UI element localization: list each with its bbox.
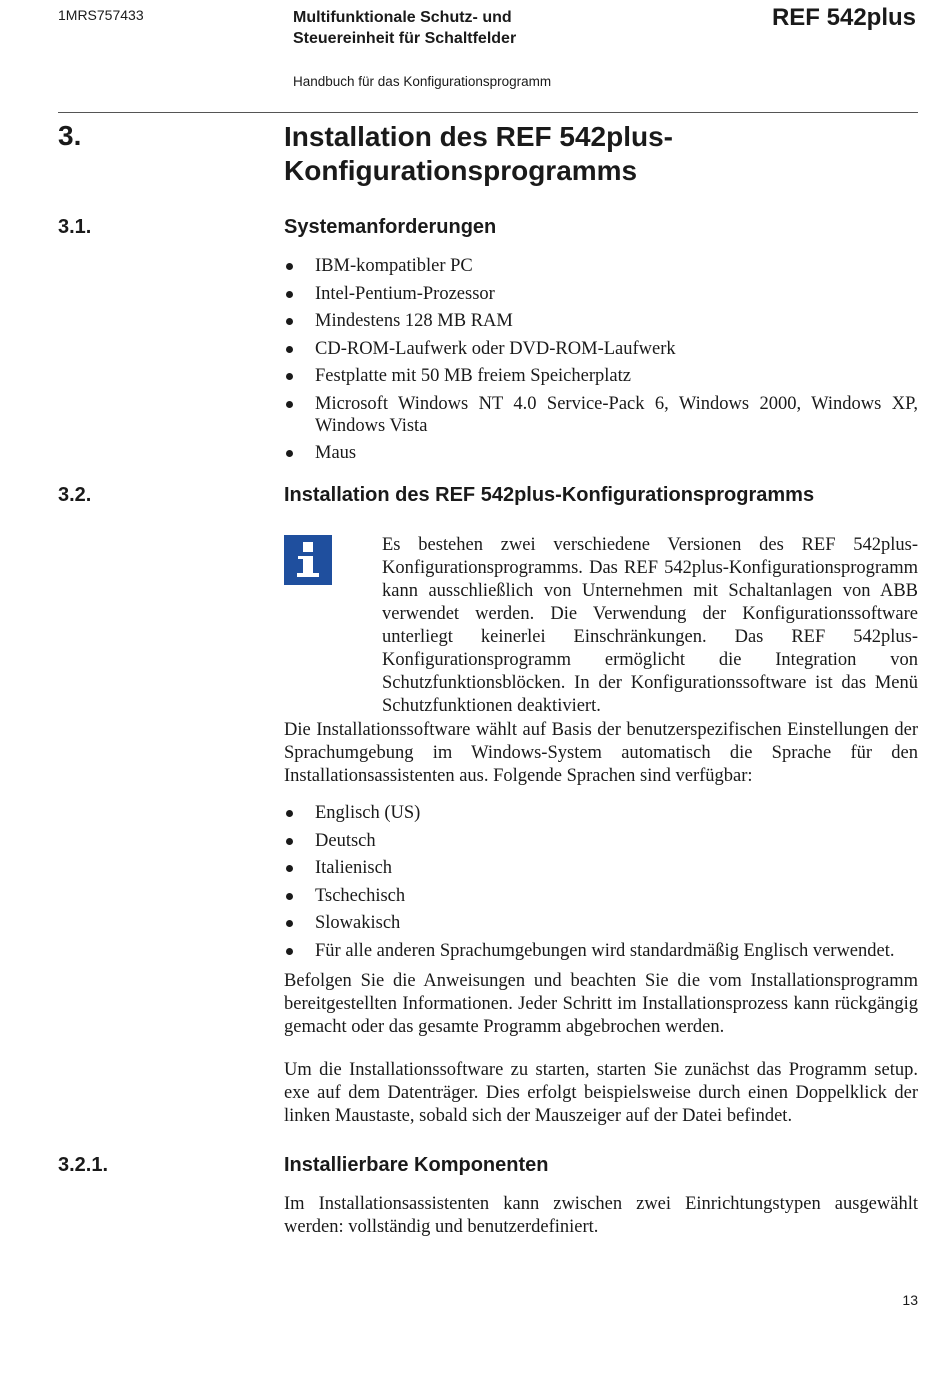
section-3-2-1-number: 3.2.1.: [58, 1154, 109, 1176]
components-paragraph: Im Installationsassistenten kann zwischen zwei Einrichtungstypen ausgewählt werden: vollständig und benutzerdefiniert.: [284, 1194, 918, 1237]
list-item: IBM-kompatibler PC: [284, 255, 918, 277]
list-item: Intel-Pentium-Prozessor: [284, 283, 918, 305]
list-item: Italienisch: [284, 857, 918, 879]
section-3-1-number: 3.1.: [58, 216, 92, 238]
list-item: CD-ROM-Laufwerk oder DVD-ROM-Laufwerk: [284, 338, 918, 360]
header-divider: [58, 112, 918, 113]
section-3-title: Installation des REF 542plus-Konfigurationsprogramms: [284, 121, 673, 186]
header-subtitle: Handbuch für das Konfigurationsprogramm: [293, 74, 552, 89]
list-item: Slowakisch: [284, 912, 918, 934]
doc-number: 1MRS757433: [58, 7, 144, 23]
language-paragraph: Die Installationssoftware wählt auf Basis der benutzerspezifischen Einstellungen der Sprachumgebung im Windows-System automatisch die Sprache für den Installationsassistenten aus. Folgende Sprachen sind verfügbar:: [284, 720, 918, 786]
list-item: Für alle anderen Sprachumgebungen wird standardmäßig Englisch verwendet.: [284, 940, 918, 962]
list-item: Maus: [284, 442, 918, 464]
section-3-2-title: Installation des REF 542plus-Konfigurationsprogramms: [284, 484, 815, 506]
list-item: Deutsch: [284, 830, 918, 852]
setup-paragraph: Um die Installationssoftware zu starten, starten Sie zunächst das Programm setup. exe auf dem Datenträger. Dies erfolgt beispielsweise durch einen Doppelklick der linken Maustaste, sobald sich der Mauszeiger auf der Datei befindet.: [284, 1060, 918, 1126]
page-number: 13: [902, 1292, 918, 1308]
section-3-2-number: 3.2.: [58, 484, 92, 506]
list-item: Festplatte mit 50 MB freiem Speicherplatz: [284, 365, 918, 387]
language-list: [284, 802, 918, 967]
product-name: REF 542plus: [771, 4, 916, 31]
system-requirements-list: [284, 255, 918, 470]
section-3-2-1-title: Installierbare Komponenten: [284, 1154, 549, 1176]
instructions-paragraph: Befolgen Sie die Anweisungen und beachten Sie die vom Installationsprogramm bereitgestellten Informationen. Jeder Schritt im Installationsprozess kann rückgängig gemacht oder das gesamte Programm abgebrochen werden.: [284, 971, 918, 1037]
section-3-number: 3.: [58, 120, 82, 151]
list-item: Tschechisch: [284, 885, 918, 907]
list-item: Microsoft Windows NT 4.0 Service-Pack 6, Windows 2000, Windows XP, Windows Vista: [284, 393, 918, 437]
info-icon: [284, 535, 332, 585]
section-3-1-title: Systemanforderungen: [284, 216, 497, 238]
list-item: Mindestens 128 MB RAM: [284, 310, 918, 332]
info-note: Es bestehen zwei verschiedene Versionen des REF 542plus-Konfigurationsprogramms. Das REF 542plus-Konfigurationsprogramm kann ausschließlich von Unternehmen mit Schaltanlagen von ABB verwendet werden. Die Verwendung der Konfigurationssoftware unterliegt keinerlei Einschränkungen. Das REF 542plus-Konfigurationsprogramm ermöglicht die Integration von Schutzfunktionsblöcken. In der Konfigurationssoftware ist das Menü Schutzfunktionen deaktiviert.: [382, 535, 918, 716]
header-title: Multifunktionale Schutz- und Steuereinheit für Schaltfelder: [293, 9, 517, 47]
list-item: Englisch (US): [284, 802, 918, 824]
